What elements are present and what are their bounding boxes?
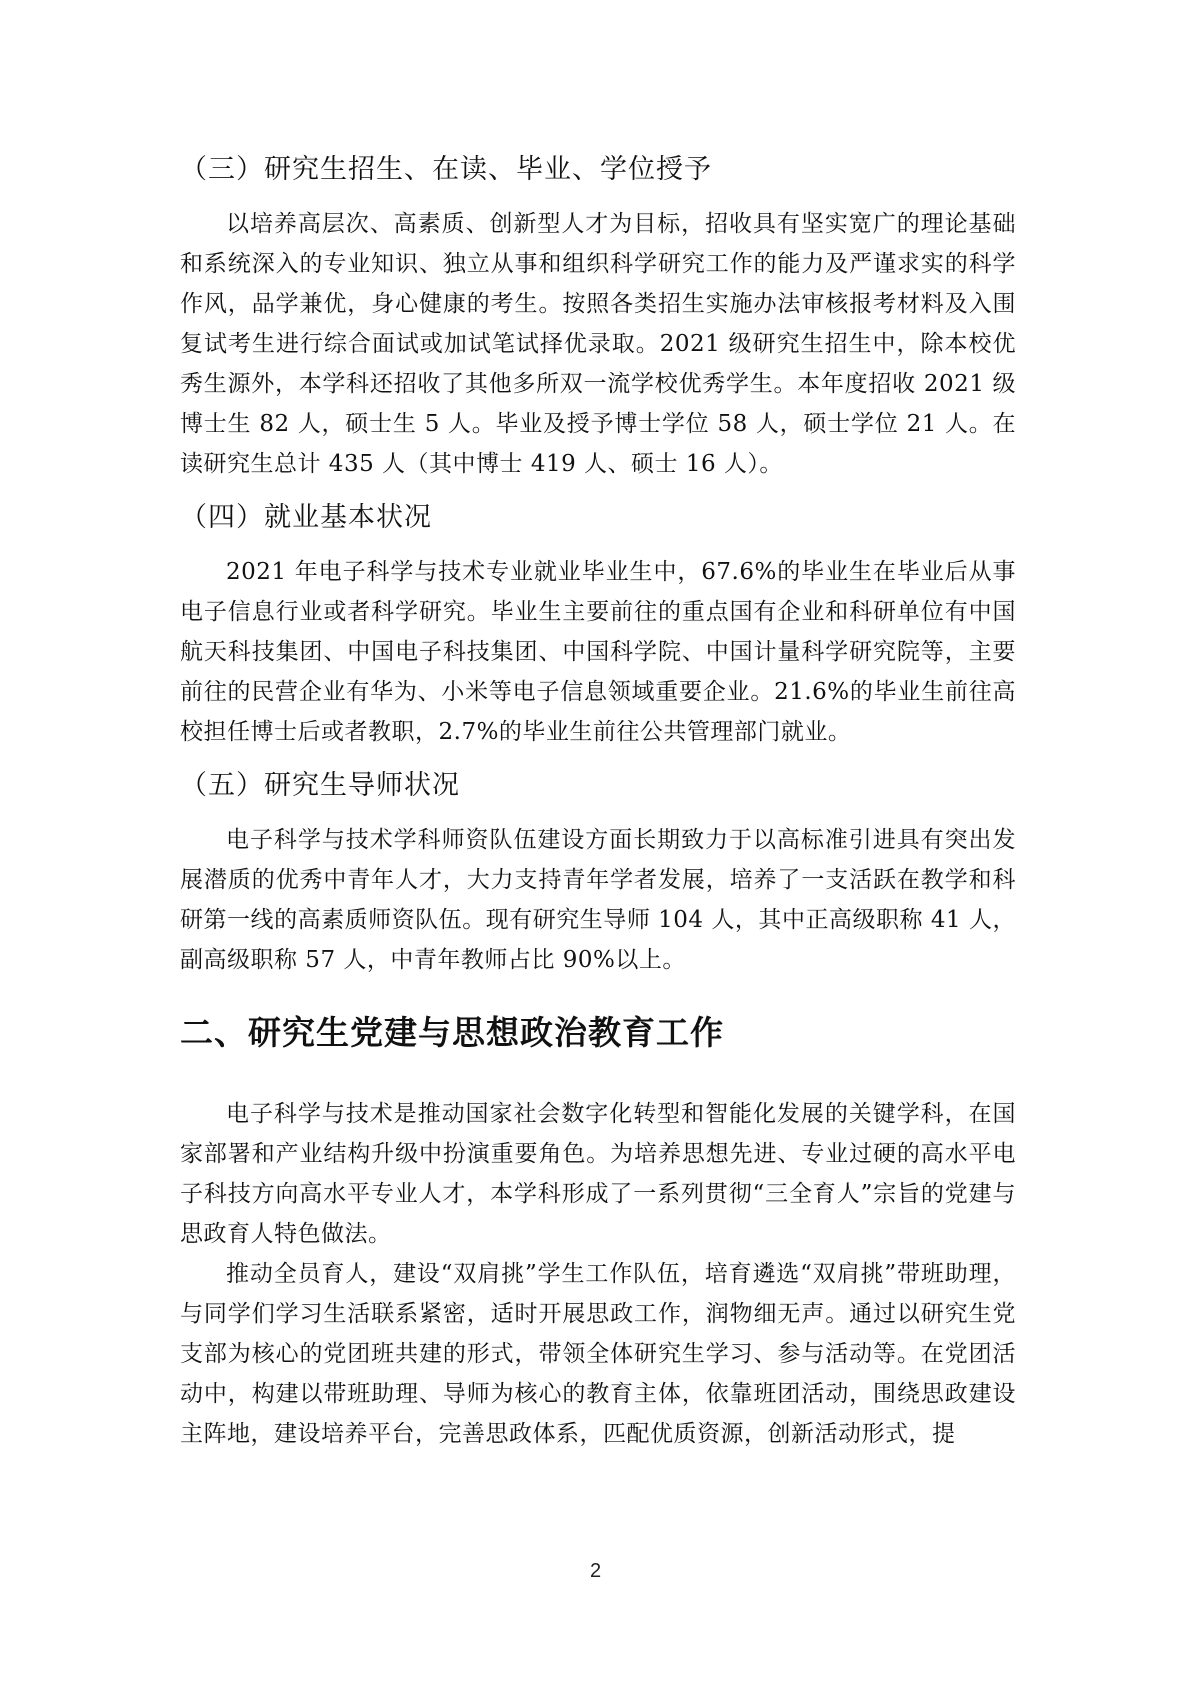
paragraph-enrollment: 以培养高层次、高素质、创新型人才为目标，招收具有坚实宽广的理论基础和系统深入的专业知识、独立从事和组织科学研究工作的能力及严谨求实的科学作风，品学兼优，身心健康的考生。按照各类招生实施办法审核报考材料及入围复试考生进行综合面试或加试笔试择优录取。2021 级研究生招生中，除本校优秀生源外，本学科还招收了其他多所双一流学校优秀学生。本年度招收 2021 级博士生 82 人，硕士生 5 人。毕业及授予博士学位 58 人，硕士学位 21 人。在读研究生总计 435 人（其中博士 419 人、硕士 16 人）。 xyxy=(180,211,1016,477)
paragraph-supervisors: 电子科学与技术学科师资队伍建设方面长期致力于以高标准引进具有突出发展潜质的优秀中青年人才，大力支持青年学者发展，培养了一支活跃在教学和科研第一线的高素质师资队伍。现有研究生导师 104 人，其中正高级职称 41 人，副高级职称 57 人，中青年教师占比 90%以上。 xyxy=(180,827,1016,973)
section-heading-employment: （四）就业基本状况 xyxy=(180,502,432,533)
page-number: 2 xyxy=(589,1560,602,1582)
section-heading-supervisors: （五）研究生导师状况 xyxy=(180,770,460,801)
section-heading-enrollment: （三）研究生招生、在读、毕业、学位授予 xyxy=(180,154,712,185)
paragraph-employment: 2021 年电子科学与技术专业就业毕业生中，67.6%的毕业生在毕业后从事电子信息行业或者科学研究。毕业生主要前往的重点国有企业和科研单位有中国航天科技集团、中国电子科技集团、中国科学院、中国计量科学研究院等，主要前往的民营企业有华为、小米等电子信息领域重要企业。21.6%的毕业生前往高校担任博士后或者教职，2.7%的毕业生前往公共管理部门就业。 xyxy=(180,559,1016,745)
chapter-title-party-building: 二、研究生党建与思想政治教育工作 xyxy=(180,1013,724,1052)
document-page xyxy=(180,150,1016,1454)
paragraph-party-building-intro: 电子科学与技术是推动国家社会数字化转型和智能化发展的关键学科，在国家部署和产业结构升级中扮演重要角色。为培养思想先进、专业过硬的高水平电子科技方向高水平专业人才，本学科形成了一系列贯彻“三全育人”宗旨的党建与思政育人特色做法。 xyxy=(180,1101,1016,1247)
paragraph-party-building-practice: 推动全员育人，建设“双肩挑”学生工作队伍，培育遴选“双肩挑”带班助理，与同学们学习生活联系紧密，适时开展思政工作，润物细无声。通过以研究生党支部为核心的党团班共建的形式，带领全体研究生学习、参与活动等。在党团活动中，构建以带班助理、导师为核心的教育主体，依靠班团活动，围绕思政建设主阵地，建设培养平台，完善思政体系，匹配优质资源，创新活动形式，提 xyxy=(180,1261,1016,1447)
